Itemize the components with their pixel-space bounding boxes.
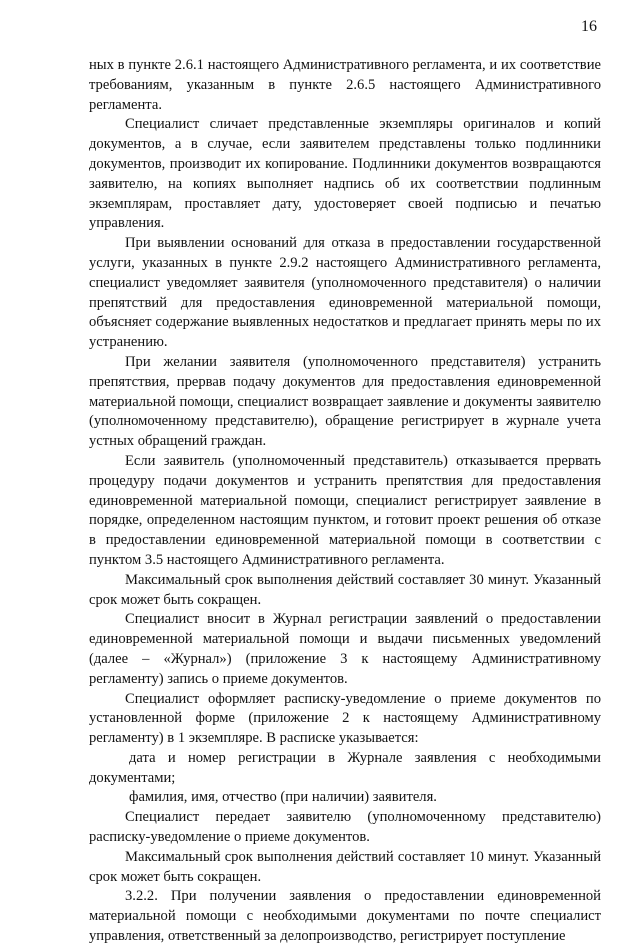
paragraph: При желании заявителя (уполномоченного представителя) устранить препятствия, прервав подачу документов для предоставления единовременной материальной помощи, специалист возвращает заявление и документы заявителю (уполномоченному представителю), обращение регистрирует в журнале учета устных обращений граждан. <box>89 353 601 450</box>
list-item: дата и номер регистрации в Журнале заявления с необходимыми документами; <box>89 749 601 786</box>
paragraph: ных в пункте 2.6.1 настоящего Административного регламента, и их соответствие требованиям, указанным в пункте 2.6.5 настоящего Административного регламента. <box>89 57 601 113</box>
document-body <box>89 56 601 947</box>
paragraph: Специалист оформляет расписку-уведомление о приеме документов по установленной форме (приложение 2 к настоящему Административному регламенту) в 1 экземпляре. В расписке указывается: <box>89 690 601 747</box>
paragraph: 3.2.2. При получении заявления о предоставлении единовременной материальной помощи с необходимыми документами по почте специалист управления, ответственный за делопроизводство, регистрирует поступление <box>89 888 601 945</box>
paragraph: Максимальный срок выполнения действий составляет 10 минут. Указанный срок может быть сокращен. <box>89 848 601 885</box>
paragraph: При выявлении оснований для отказа в предоставлении государственной услуги, указанных в пункте 2.9.2 настоящего Административного регламента, специалист уведомляет заявителя (уполномоченного представителя) о наличии препятствий для предоставления единовременной материальной помощи, объясняет содержание выявленных недостатков и предлагает принять меры по их устранению. <box>89 235 601 351</box>
paragraph: Максимальный срок выполнения действий составляет 30 минут. Указанный срок может быть сокращен. <box>89 571 601 608</box>
paragraph: Специалист вносит в Журнал регистрации заявлений о предоставлении единовременной материальной помощи и выдачи письменных уведомлений (далее – «Журнал») (приложение 3 к настоящему Административному регламенту) запись о приеме документов. <box>89 611 601 687</box>
page-number: 16 <box>581 18 597 35</box>
paragraph: Если заявитель (уполномоченный представитель) отказывается прервать процедуру подачи документов и устранить препятствия для предоставления единовременной материальной помощи, специалист регистрирует заявление в порядке, определенном настоящим пунктом, и готовит проект решения об отказе в предоставлении единовременной материальной помощи в соответствии с пунктом 3.5 настоящего Административного регламента. <box>89 452 601 568</box>
paragraph: Специалист сличает представленные экземпляры оригиналов и копий документов, а в случае, если заявителем представлены только подлинники документов, производит их копирование. Подлинники документов возвращаются заявителю, на копиях выполняет надпись об их соответствии подлинным экземплярам, проставляет дату, удостоверяет своей подписью и печатью управления. <box>89 116 601 232</box>
list-item: фамилия, имя, отчество (при наличии) заявителя. <box>129 789 437 806</box>
paragraph: Специалист передает заявителю (уполномоченному представителю) расписку-уведомление о приеме документов. <box>89 809 601 846</box>
